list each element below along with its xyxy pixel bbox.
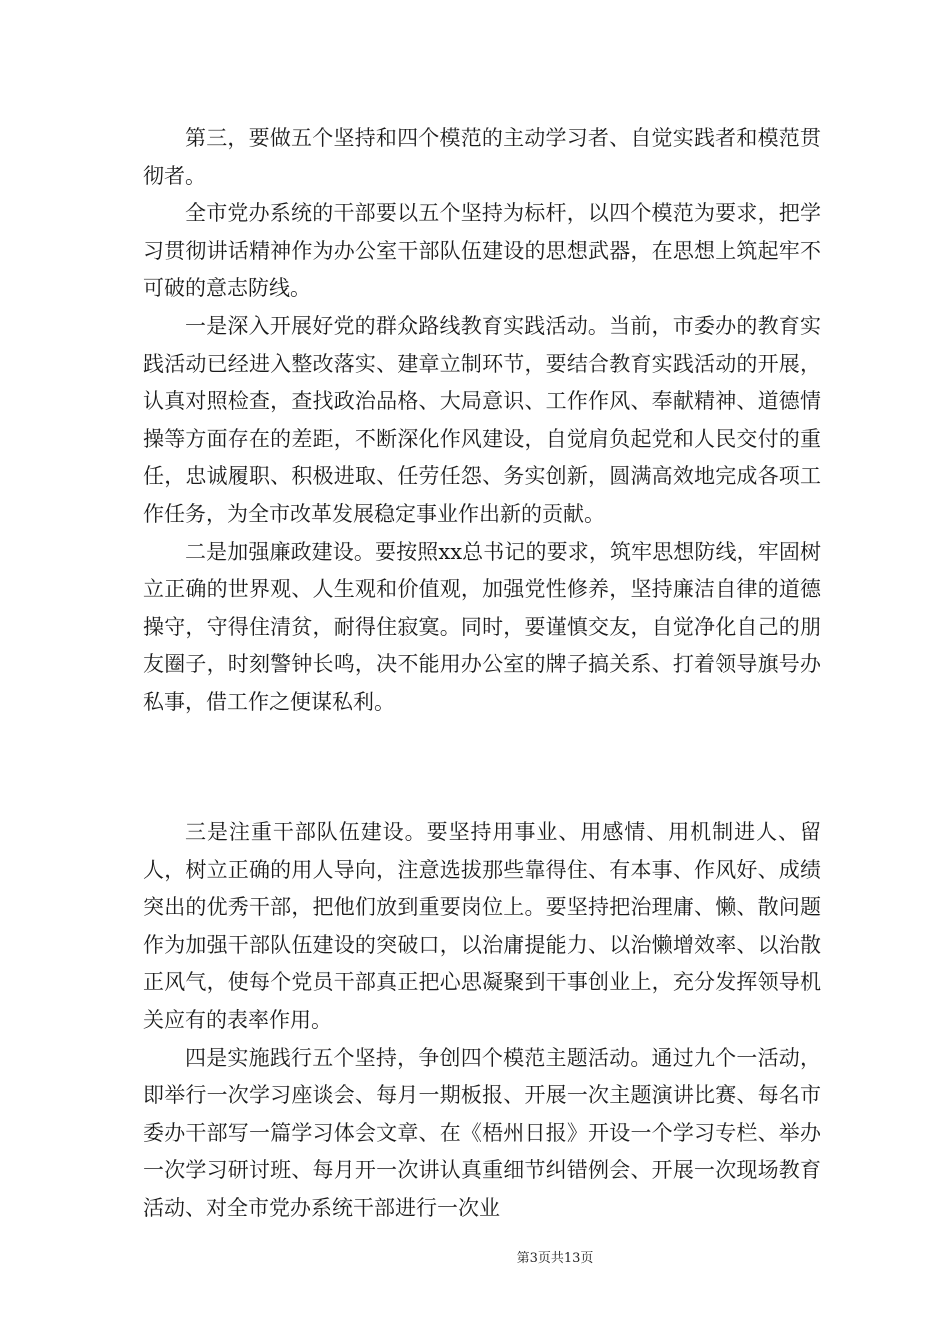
page-number-footer: 第3页共13页 (516, 1251, 594, 1266)
paragraph-point-three: 三是注重干部队伍建设。要坚持用事业、用感情、用机制进人、留人，树立正确的用人导向，注意选拔那些靠得住、有本事、作风好、成绩突出的优秀干部，把他们放到重要岗位上。要坚持把治理庸、懒、散问题作为加强干部队伍建设的突破口，以治庸提能力、以治懒增效率、以治散正风气，使每个党员干部真正把心思凝聚到干事创业上，充分发挥领导机关应有的表率作用。 (143, 820, 821, 1032)
paragraph-point-four: 四是实施践行五个坚持，争创四个模范主题活动。通过九个一活动，即举行一次学习座谈会、每月一期板报、开展一次主题演讲比赛、每名市委办干部写一篇学习体会文章、在《梧州日报》开设一个学习专栏、举办一次学习研讨班、每月开一次讲认真重细节纠错例会、开展一次现场教育活动、对全市党办系统干部进行一次业 (143, 1045, 821, 1220)
paragraph-point-two: 二是加强廉政建设。要按照xx总书记的要求，筑牢思想防线，牢固树立正确的世界观、人生观和价值观，加强党性修养，坚持廉洁自律的道德操守，守得住清贫，耐得住寂寞。同时，要谨慎交友，自觉净化自己的朋友圈子，时刻警钟长鸣，决不能用办公室的牌子搞关系、打着领导旗号办私事，借工作之便谋私利。 (143, 539, 821, 714)
paragraph-intro: 全市党办系统的干部要以五个坚持为标杆，以四个模范为要求，把学习贯彻讲话精神作为办公室干部队伍建设的思想武器，在思想上筑起牢不可破的意志防线。 (143, 201, 821, 301)
paragraph-point-one: 一是深入开展好党的群众路线教育实践活动。当前，市委办的教育实践活动已经进入整改落实、建章立制环节，要结合教育实践活动的开展，认真对照检查，查找政治品格、大局意识、工作作风、奉献精神、道德情操等方面存在的差距，不断深化作风建设，自觉肩负起党和人民交付的重任，忠诚履职、积极进取、任劳任怨、务实创新，圆满高效地完成各项工作任务，为全市改革发展稳定事业作出新的贡献。 (143, 313, 821, 526)
body-text-block-lower (143, 814, 821, 1228)
body-text-block-upper (143, 120, 821, 722)
paragraph-heading-third: 第三，要做五个坚持和四个模范的主动学习者、自觉实践者和模范贯彻者。 (143, 126, 821, 188)
